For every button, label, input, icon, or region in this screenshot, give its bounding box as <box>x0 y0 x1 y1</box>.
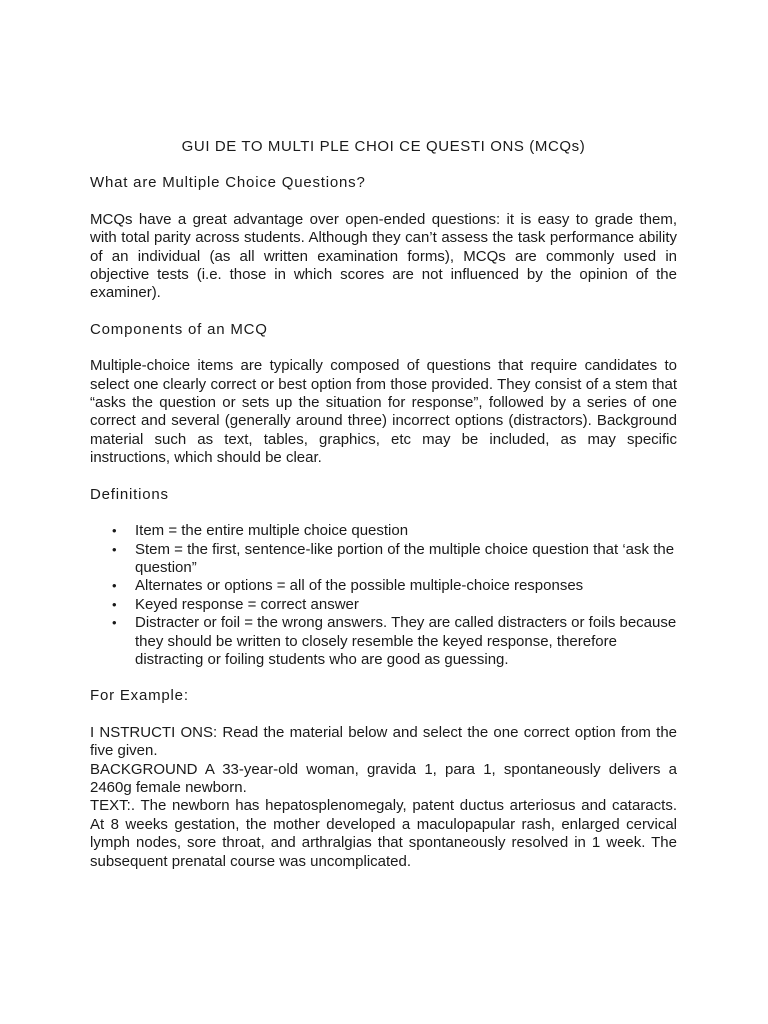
bullet-icon: • <box>112 523 117 539</box>
document-body <box>90 138 677 871</box>
paragraph-components: Multiple-choice items are typically composed of questions that require candidates to select one clearly correct or best option from those provided. They consist of a stem that “asks the question or sets up the situation for response”, followed by a series of one correct and several (generally around three) incorrect options (distractors). Background material such as text, tables, graphics, etc may be included, as may specific instructions, which should be clear. <box>90 357 677 467</box>
paragraph-text: TEXT:. The newborn has hepatosplenomegaly, patent ductus arteriosus and cataracts. At 8 weeks gestation, the mother developed a maculopapular rash, enlarged cervical lymph nodes, sore throat, and arthralgias that spontaneously resolved in 1 week. The subsequent prenatal course was uncomplicated. <box>90 797 677 870</box>
definition-text: Keyed response = correct answer <box>135 595 359 613</box>
document-title: GUI DE TO MULTI PLE CHOI CE QUESTI ONS (MCQs) <box>181 138 586 155</box>
section-heading-example: For Example: <box>90 687 189 705</box>
paragraph-what-are-mcqs: MCQs have a great advantage over open-ended questions: it is easy to grade them, with total parity across students. Although they can’t assess the task performance ability of an individual (as all written examination forms), MCQs are commonly used in objective tests (i.e. those in which scores are not influenced by the opinion of the examiner). <box>90 210 677 302</box>
bullet-icon: • <box>112 596 117 612</box>
definition-text: Stem = the first, sentence-like portion of the multiple choice question that ‘ask the question” <box>135 540 675 576</box>
paragraph-instructions: I NSTRUCTI ONS: Read the material below and select the one correct option from the five given. <box>90 723 677 760</box>
definition-item <box>90 522 677 540</box>
section-heading-what-are-mcqs: What are Multiple Choice Questions? <box>90 174 366 192</box>
bullet-icon: • <box>112 615 117 631</box>
definition-item <box>90 614 677 669</box>
definition-item <box>90 541 677 578</box>
section-heading-definitions: Definitions <box>90 485 169 503</box>
bullet-icon: • <box>112 541 117 557</box>
definition-item <box>90 596 677 614</box>
definition-text: Item = the entire multiple choice question <box>135 522 409 540</box>
definition-item <box>90 577 677 595</box>
section-heading-components: Components of an MCQ <box>90 320 268 338</box>
bullet-icon: • <box>112 578 117 594</box>
definition-text: Distracter or foil = the wrong answers. They are called distracters or foils because they should be written to closely resemble the keyed response, therefore distracting or foiling students who are good as guessing. <box>135 614 677 668</box>
definition-text: Alternates or options = all of the possible multiple-choice responses <box>135 577 584 595</box>
definitions-list <box>90 522 677 669</box>
paragraph-background: BACKGROUND A 33-year-old woman, gravida 1, para 1, spontaneously delivers a 2460g female newborn. <box>90 760 677 796</box>
